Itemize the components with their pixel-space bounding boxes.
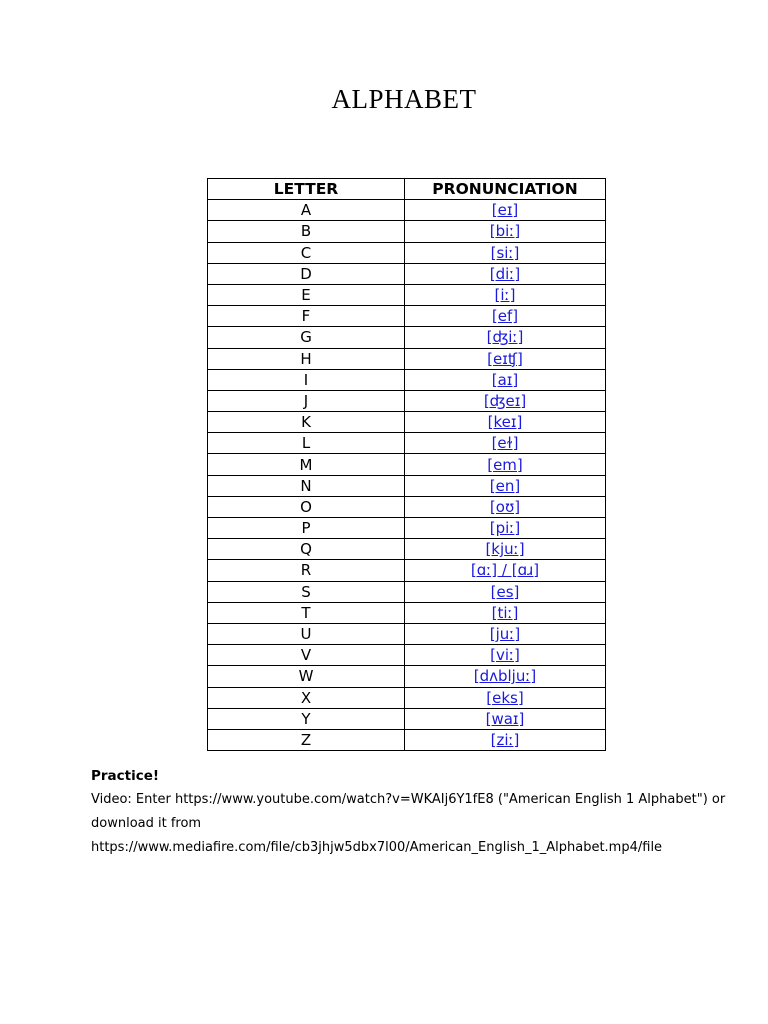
letter-cell: P — [208, 518, 405, 539]
letter-cell: O — [208, 496, 405, 517]
pronunciation-cell — [405, 221, 606, 242]
pronunciation-link[interactable]: [diː] — [489, 264, 521, 283]
table-row — [208, 581, 606, 602]
pronunciation-cell — [405, 518, 606, 539]
table-row — [208, 454, 606, 475]
table-row — [208, 412, 606, 433]
letter-cell: Y — [208, 708, 405, 729]
pronunciation-link[interactable]: [eks] — [486, 688, 524, 707]
letter-cell: F — [208, 306, 405, 327]
letter-cell: Q — [208, 539, 405, 560]
pronunciation-cell — [405, 433, 606, 454]
table-row — [208, 221, 606, 242]
table-row — [208, 433, 606, 454]
pronunciation-cell — [405, 369, 606, 390]
pronunciation-cell — [405, 200, 606, 221]
pronunciation-link[interactable]: [waɪ] — [485, 709, 525, 728]
pronunciation-cell — [405, 327, 606, 348]
pronunciation-cell — [405, 666, 606, 687]
table-row — [208, 645, 606, 666]
letter-cell: B — [208, 221, 405, 242]
letter-cell: A — [208, 200, 405, 221]
letter-cell: D — [208, 263, 405, 284]
letter-cell: U — [208, 623, 405, 644]
pronunciation-link[interactable]: [eɪ] — [491, 201, 519, 220]
pronunciation-link[interactable]: [juː] — [489, 625, 521, 644]
pronunciation-link[interactable]: [ziː] — [490, 730, 520, 749]
pronunciation-link[interactable]: [ʤiː] — [486, 328, 524, 347]
pronunciation-link[interactable]: [piː] — [489, 519, 521, 538]
table-row — [208, 242, 606, 263]
letter-cell: G — [208, 327, 405, 348]
letter-cell: R — [208, 560, 405, 581]
pronunciation-link[interactable]: [biː] — [489, 222, 521, 241]
pronunciation-link[interactable]: [iː] — [494, 286, 516, 305]
table-row — [208, 475, 606, 496]
table-row — [208, 687, 606, 708]
practice-download-line: download it from — [91, 816, 202, 831]
pronunciation-link[interactable]: [viː] — [490, 646, 520, 665]
letter-cell: S — [208, 581, 405, 602]
letter-cell: W — [208, 666, 405, 687]
letter-cell: X — [208, 687, 405, 708]
table-row — [208, 263, 606, 284]
table-row — [208, 390, 606, 411]
page-title: ALPHABET — [331, 84, 477, 114]
pronunciation-link[interactable]: [em] — [487, 455, 523, 474]
pronunciation-cell — [405, 348, 606, 369]
letter-cell: V — [208, 645, 405, 666]
pronunciation-cell — [405, 412, 606, 433]
letter-cell: J — [208, 390, 405, 411]
table-row — [208, 623, 606, 644]
pronunciation-link[interactable]: [ʤeɪ] — [483, 391, 527, 410]
pronunciation-cell — [405, 687, 606, 708]
pronunciation-cell — [405, 454, 606, 475]
pronunciation-link[interactable]: [eɪʧ] — [487, 349, 523, 368]
pronunciation-cell — [405, 602, 606, 623]
letter-cell: E — [208, 284, 405, 305]
practice-section — [91, 764, 751, 860]
pronunciation-cell — [405, 708, 606, 729]
pronunciation-cell — [405, 284, 606, 305]
pronunciation-link[interactable]: [tiː] — [491, 603, 519, 622]
column-header-letter: LETTER — [208, 179, 405, 200]
pronunciation-link[interactable]: [siː] — [490, 243, 520, 262]
pronunciation-cell — [405, 475, 606, 496]
pronunciation-cell — [405, 390, 606, 411]
table-row — [208, 348, 606, 369]
pronunciation-link[interactable]: [kjuː] — [485, 540, 525, 559]
pronunciation-link[interactable]: [ef] — [491, 307, 519, 326]
pronunciation-cell — [405, 581, 606, 602]
table-row — [208, 560, 606, 581]
pronunciation-cell — [405, 306, 606, 327]
table-row — [208, 539, 606, 560]
table-row — [208, 200, 606, 221]
table-row — [208, 518, 606, 539]
pronunciation-link[interactable]: [eɫ] — [491, 434, 519, 453]
pronunciation-cell — [405, 645, 606, 666]
table-header-row — [208, 179, 606, 200]
practice-mediafire-url: https://www.mediafire.com/file/cb3jhjw5dbx7l00/American_English_1_Alphabet.mp4/file — [91, 840, 663, 855]
pronunciation-link[interactable]: [aɪ] — [491, 370, 519, 389]
pronunciation-link[interactable]: [dʌbljuː] — [473, 667, 537, 686]
pronunciation-cell — [405, 496, 606, 517]
letter-cell: T — [208, 602, 405, 623]
table-row — [208, 369, 606, 390]
practice-video-line: Video: Enter https://www.youtube.com/watch?v=WKAIj6Y1fE8 ("American English 1 Alphabet") or — [91, 792, 726, 807]
table-row — [208, 708, 606, 729]
table-row — [208, 327, 606, 348]
table-row — [208, 284, 606, 305]
table-row — [208, 306, 606, 327]
letter-cell: C — [208, 242, 405, 263]
letter-cell: I — [208, 369, 405, 390]
pronunciation-link[interactable]: [oʊ] — [489, 497, 521, 516]
letter-cell: H — [208, 348, 405, 369]
pronunciation-cell — [405, 560, 606, 581]
pronunciation-link[interactable]: [ɑː] / [ɑɹ] — [470, 561, 540, 580]
pronunciation-cell — [405, 623, 606, 644]
table-row — [208, 496, 606, 517]
practice-heading: Practice! — [91, 768, 160, 784]
pronunciation-cell — [405, 539, 606, 560]
table-row — [208, 666, 606, 687]
letter-cell: M — [208, 454, 405, 475]
table-row — [208, 729, 606, 750]
pronunciation-link[interactable]: [en] — [489, 476, 521, 495]
letter-cell: K — [208, 412, 405, 433]
pronunciation-cell — [405, 242, 606, 263]
table-row — [208, 602, 606, 623]
pronunciation-link[interactable]: [es] — [490, 582, 520, 601]
pronunciation-cell — [405, 263, 606, 284]
column-header-pronunciation: PRONUNCIATION — [405, 179, 606, 200]
letter-cell: L — [208, 433, 405, 454]
letter-cell: N — [208, 475, 405, 496]
pronunciation-link[interactable]: [keɪ] — [487, 413, 523, 432]
alphabet-table — [207, 178, 606, 751]
pronunciation-cell — [405, 729, 606, 750]
letter-cell: Z — [208, 729, 405, 750]
